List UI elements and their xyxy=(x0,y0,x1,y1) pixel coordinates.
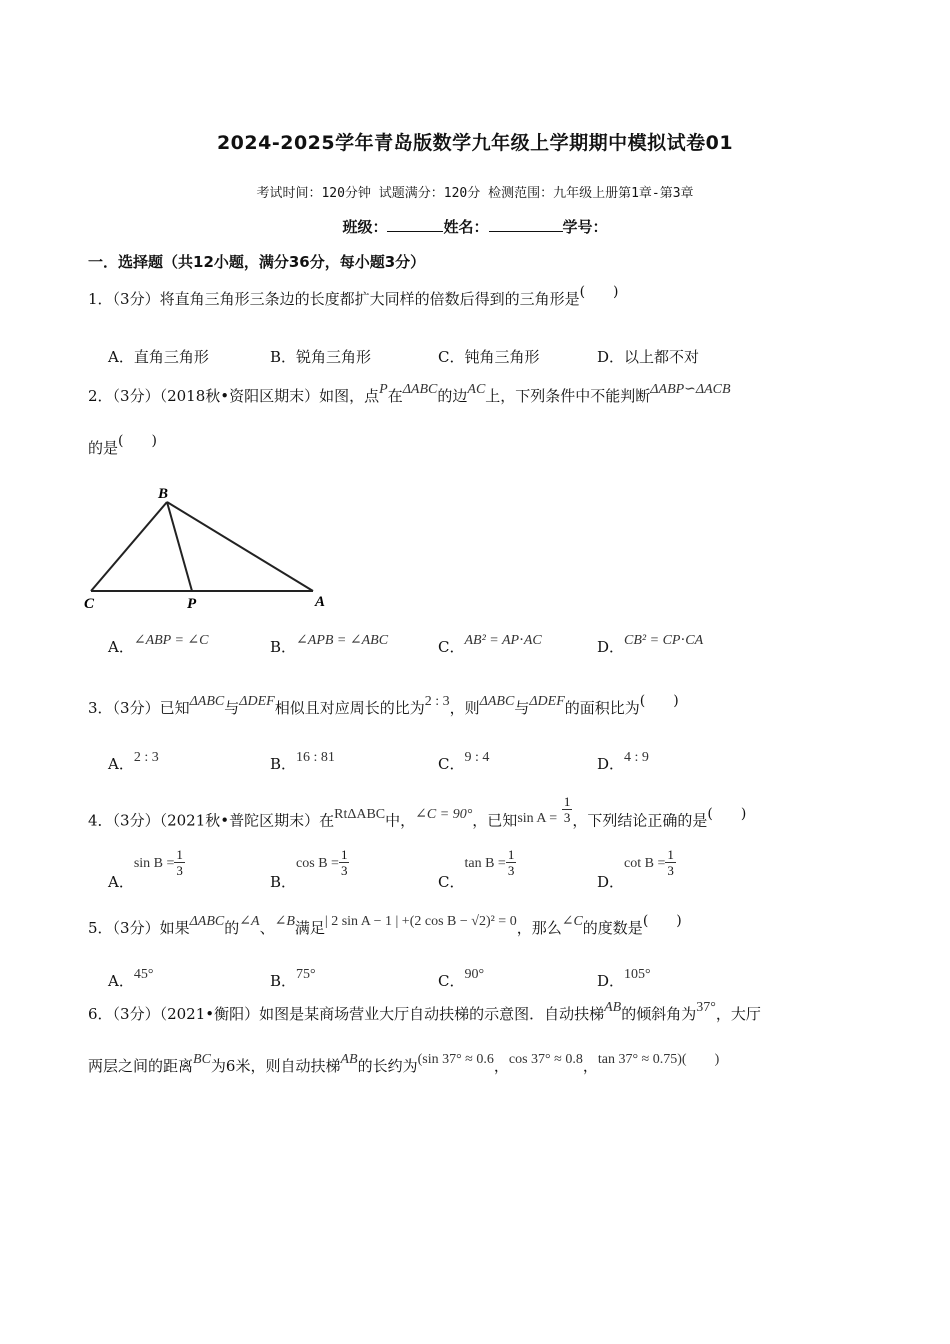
question-5: 5．（3分）如果ΔABC的∠A、∠B满足| 2 sin A − 1 | +(2 cos B − √2)² = 0，那么∠C的度数是( ) xyxy=(88,913,682,937)
name-label: 姓名： xyxy=(443,218,489,236)
q5-option-b: B．75° xyxy=(270,967,316,990)
page-title: 2024-2025学年青岛版数学九年级上学期期中模拟试卷01 xyxy=(216,132,734,154)
triangle-figure xyxy=(80,482,340,612)
question-4: 4．（3分）（2021秋•普陀区期末）在RtΔABC中，∠C = 90°，已知sin A = $\frac{1}{3}$ ，下列结论正确的是( ) xyxy=(88,794,747,830)
q3-option-c: C．9 : 4 xyxy=(438,750,490,773)
side-bc xyxy=(91,502,167,591)
q4-option-b: B．cos B = $\frac{1}{3}$ xyxy=(270,847,348,891)
q1-option-d: D．以上都不对 xyxy=(597,348,700,366)
class-label: 班级： xyxy=(342,218,388,236)
answer-paren: ( ) xyxy=(639,693,679,709)
class-blank[interactable] xyxy=(387,217,443,232)
q4-option-a: A．sin B = $\frac{1}{3}$ xyxy=(108,847,183,891)
question-2-line2: 的是( ) xyxy=(88,433,157,457)
q5-option-c: C．90° xyxy=(438,967,485,990)
name-blank[interactable] xyxy=(489,217,563,232)
q1-option-b: B．锐角三角形 xyxy=(270,348,372,366)
answer-paren: ( ) xyxy=(642,913,682,929)
exam-info: 考试时间：120分钟 试题满分：120分 检测范围：九年级上册第1章-第3章 xyxy=(256,186,694,201)
label-p: P xyxy=(187,596,197,612)
number-label: 学号： xyxy=(562,218,608,236)
q5-option-d: D．105° xyxy=(597,967,651,990)
answer-paren: ( ) xyxy=(707,805,747,822)
section-heading: 一．选择题（共12小题，满分36分，每小题3分） xyxy=(88,253,426,271)
question-3: 3．（3分）已知ΔABC与ΔDEF相似且对应周长的比为2 : 3，则ΔABC与ΔDEF的面积比为( ) xyxy=(88,693,679,717)
label-b: B xyxy=(158,486,169,502)
q2-option-d: D．CB² = CP⋅CA xyxy=(597,633,704,656)
question-6-line2: 两层之间的距离BC为6米，则自动扶梯AB的长约为(sin 37° ≈ 0.6，cos 37° ≈ 0.8，tan 37° ≈ 0.75)( ) xyxy=(88,1052,720,1075)
label-a: A xyxy=(315,594,326,610)
q3-option-b: B．16 : 81 xyxy=(270,750,335,773)
q5-option-a: A．45° xyxy=(108,967,154,990)
q3-option-a: A．2 : 3 xyxy=(108,750,159,773)
q4-option-d: D．cot B = $\frac{1}{3}$ xyxy=(597,847,674,891)
question-1-text: 1．（3分）将直角三角形三条边的长度都扩大同样的倍数后得到的三角形是 xyxy=(88,290,580,308)
answer-paren: ( ) xyxy=(579,284,619,300)
q2-option-a: A．∠ABP = ∠C xyxy=(108,633,209,656)
question-1 xyxy=(88,284,619,309)
q2-option-b: B．∠APB = ∠ABC xyxy=(270,633,389,656)
q1-option-c: C．钝角三角形 xyxy=(438,348,540,366)
question-2: 2．（3分）（2018秋•资阳区期末）如图，点P在ΔABC的边AC上，下列条件中不能判断ΔABP∽ΔACB xyxy=(88,382,731,405)
student-fields xyxy=(0,216,950,237)
question-6: 6．（3分）（2021•衡阳）如图是某商场营业大厅自动扶梯的示意图．自动扶梯AB的倾斜角为37°，大厅 xyxy=(88,1000,761,1023)
label-c: C xyxy=(84,596,95,612)
q1-option-a: A．直角三角形 xyxy=(108,348,209,366)
answer-paren: ( ) xyxy=(118,433,157,449)
q2-option-c: C．AB² = AP⋅AC xyxy=(438,633,542,656)
q4-option-c: C．tan B = $\frac{1}{3}$ xyxy=(438,847,515,891)
q3-option-d: D．4 : 9 xyxy=(597,750,649,773)
